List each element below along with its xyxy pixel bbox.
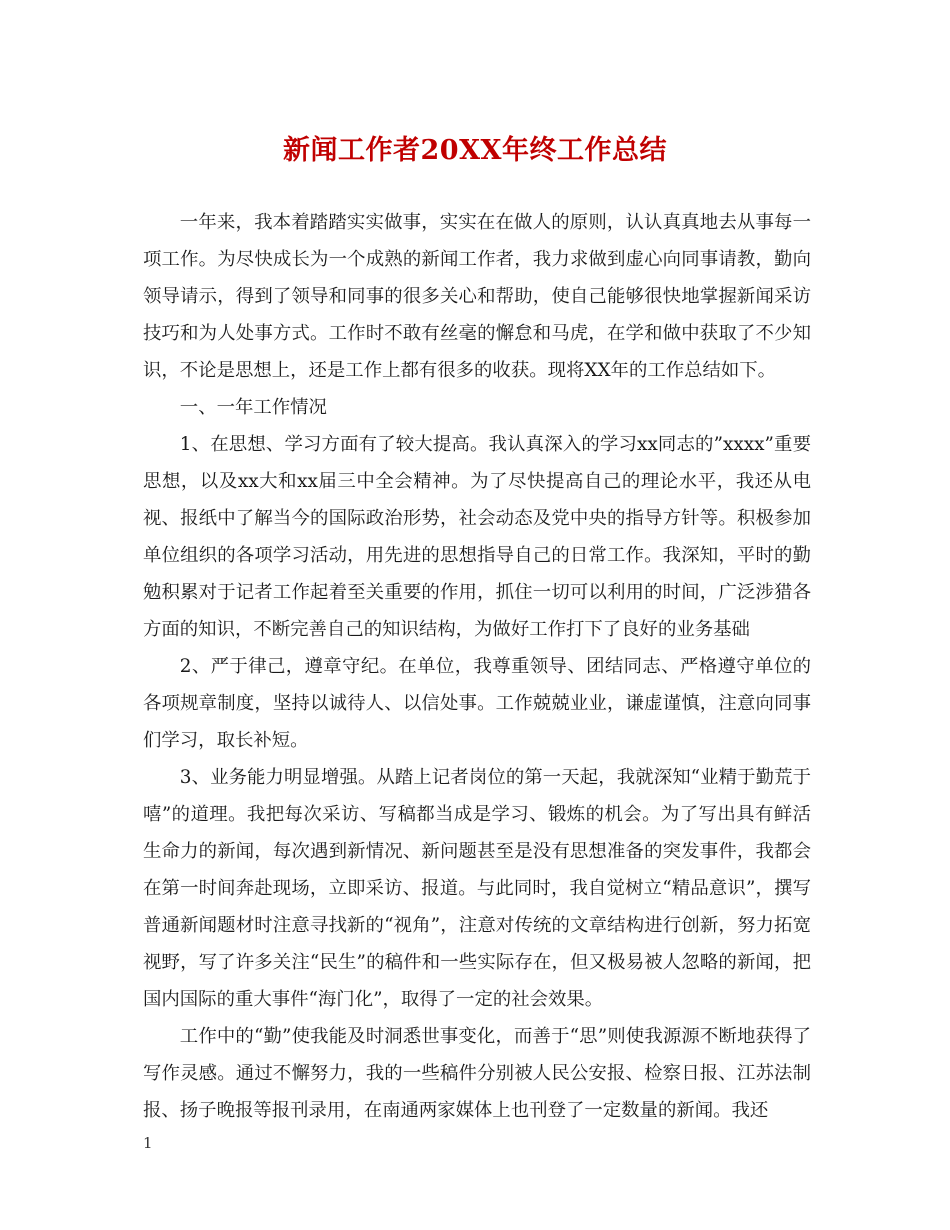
paragraph-intro: 一年来，我本着踏踏实实做事，实实在在做人的原则，认认真真地去从事每一项工作。为尽快成长为一个成熟的新闻工作者，我力求做到虚心向同事请教，勤向领导请示，得到了领导和同事的很多关心和帮助，使自己能够很快地掌握新闻采访技巧和为人处事方式。工作时不敢有丝毫的懈怠和马虎，在学和做中获取了不少知识，不论是思想上，还是工作上都有很多的收获。现将XX年的工作总结如下。 — [143, 212, 811, 381]
document-body — [143, 204, 811, 1129]
paragraph-item-2: 2、严于律己，遵章守纪。在单位，我尊重领导、团结同志、严格遵守单位的各项规章制度，坚持以诚待人、以信处事。工作兢兢业业，谦虚谨慎，注意向同事们学习，取长补短。 — [143, 656, 811, 751]
section-heading: 一、一年工作情况 — [179, 397, 327, 418]
paragraph-work-diligence: 工作中的“勤”使我能及时洞悉世事变化，而善于“思”则使我源源不断地获得了写作灵感。通过不懈努力，我的一些稿件分别被人民公安报、检察日报、江苏法制报、扬子晚报等报刊录用，在南通两家媒体上也刊登了一定数量的新闻。我还 — [143, 1026, 811, 1121]
paragraph-item-1: 1、在思想、学习方面有了较大提高。我认真深入的学习xx同志的”xxxx”重要思想，以及xx大和xx届三中全会精神。为了尽快提高自己的理论水平，我还从电视、报纸中了解当今的国际政治形势，社会动态及党中央的指导方针等。积极参加单位组织的各项学习活动，用先进的思想指导自己的日常工作。我深知，平时的勤勉积累对于记者工作起着至关重要的作用，抓住一切可以利用的时间，广泛涉猎各方面的知识，不断完善自己的知识结构，为做好工作打下了良好的业务基础 — [143, 434, 811, 640]
page-number: 1 — [143, 1134, 153, 1152]
document-title: 新闻工作者20XX年终工作总结 — [283, 135, 667, 166]
paragraph-item-3: 3、业务能力明显增强。从踏上记者岗位的第一天起，我就深知“业精于勤荒于嘻”的道理。我把每次采访、写稿都当成是学习、锻炼的机会。为了写出具有鲜活生命力的新闻，每次遇到新情况、新问题甚至是没有思想准备的突发事件，我都会在第一时间奔赴现场，立即采访、报道。与此同时，我自觉树立“精品意识”，撰写普通新闻题材时注意寻找新的“视角”，注意对传统的文章结构进行创新，努力拓宽视野，写了许多关注“民生”的稿件和一些实际存在，但又极易被人忽略的新闻，把国内国际的重大事件“海门化”，取得了一定的社会效果。 — [143, 767, 811, 1010]
